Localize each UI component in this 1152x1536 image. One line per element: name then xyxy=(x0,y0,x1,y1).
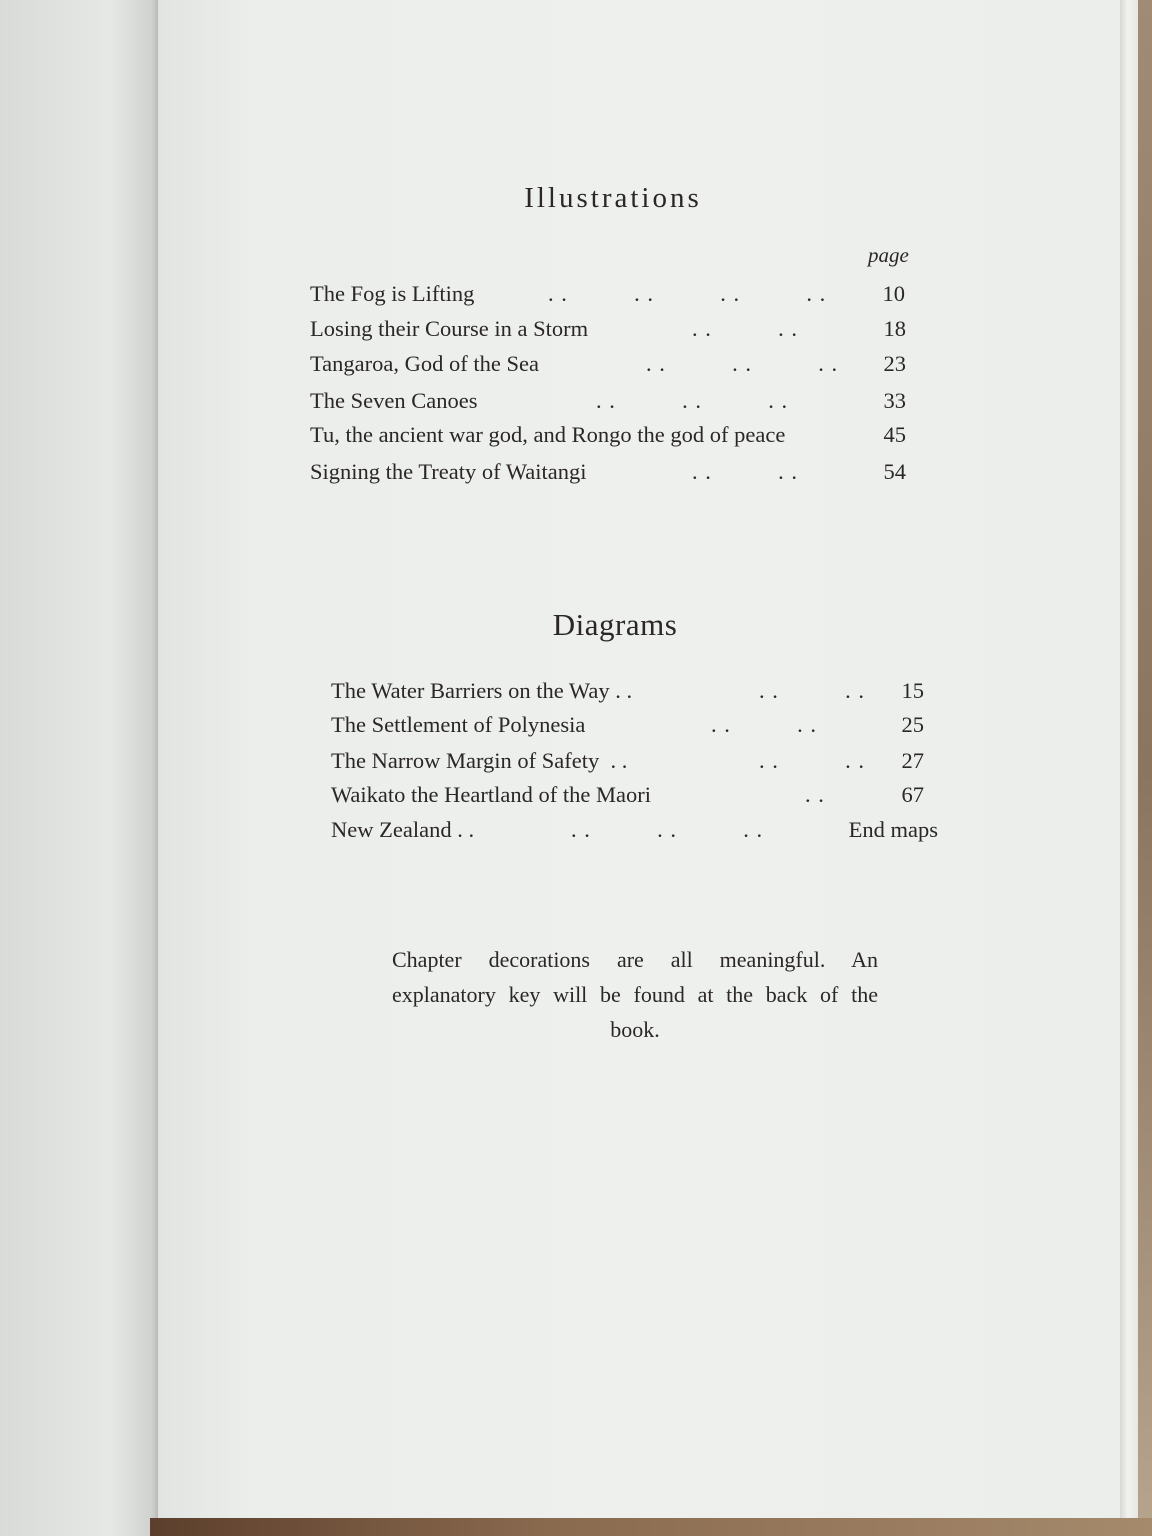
list-item xyxy=(331,712,924,740)
list-item xyxy=(310,351,906,379)
previous-page-edge xyxy=(0,0,158,1536)
entry-title: New Zealand . . xyxy=(331,817,475,842)
entry-title: The Settlement of Polynesia xyxy=(331,712,586,737)
diagrams-heading: Diagrams xyxy=(552,607,678,642)
entry-page-number: 18 xyxy=(883,316,906,341)
entry-page-number: 27 xyxy=(901,748,924,773)
entry-title: The Fog is Lifting xyxy=(310,281,475,306)
entry-page-number: 54 xyxy=(883,459,906,484)
entry-title: Tu, the ancient war god, and Rongo the god of peace xyxy=(310,422,786,447)
entry-title: Losing their Course in a Storm xyxy=(310,316,589,341)
cover-edge xyxy=(1120,0,1140,1530)
leader-dots: . . . . xyxy=(692,459,798,484)
leader-dots: . . . . . . xyxy=(571,817,764,842)
leader-dots: . . . . . . xyxy=(596,388,789,413)
list-item xyxy=(331,748,924,776)
entry-page-number: End maps xyxy=(848,817,938,842)
table-surface-bottom xyxy=(150,1518,1152,1536)
list-item xyxy=(331,782,924,810)
leader-dots: . . . . . . . . xyxy=(548,281,827,306)
leader-dots: . . . . xyxy=(759,678,865,703)
table-surface xyxy=(1138,0,1152,1536)
leader-dots: . . . . xyxy=(759,748,865,773)
illustrations-heading: Illustrations xyxy=(524,182,702,214)
entry-page-number: 25 xyxy=(901,712,924,737)
list-item xyxy=(331,817,938,845)
page-column-label: page xyxy=(868,243,909,267)
entry-title: Tangaroa, God of the Sea xyxy=(310,351,539,376)
entry-title: The Water Barriers on the Way . . xyxy=(331,678,633,703)
entry-page-number: 33 xyxy=(883,388,906,413)
list-item xyxy=(310,388,906,416)
leader-dots: . . . . . . xyxy=(646,351,839,376)
entry-page-number: 15 xyxy=(901,678,924,703)
entry-page-number: 45 xyxy=(883,422,906,447)
list-item xyxy=(310,316,906,344)
entry-title: The Narrow Margin of Safety . . xyxy=(331,748,628,773)
list-item xyxy=(331,678,924,706)
list-item xyxy=(310,459,906,487)
leader-dots: . . . . xyxy=(692,316,798,341)
entry-title: Signing the Treaty of Waitangi xyxy=(310,459,587,484)
chapter-decorations-note: Chapter decorations are all meaningful. An explanatory key will be found at the back of the book. xyxy=(392,947,878,1042)
list-item xyxy=(310,281,905,309)
entry-page-number: 67 xyxy=(901,782,924,807)
entry-page-number: 10 xyxy=(882,281,905,306)
list-item xyxy=(310,422,906,450)
leader-dots: . . xyxy=(805,782,825,807)
leader-dots: . . . . xyxy=(711,712,817,737)
entry-title: The Seven Canoes xyxy=(310,388,478,413)
entry-title: Waikato the Heartland of the Maori xyxy=(331,782,651,807)
entry-page-number: 23 xyxy=(883,351,906,376)
